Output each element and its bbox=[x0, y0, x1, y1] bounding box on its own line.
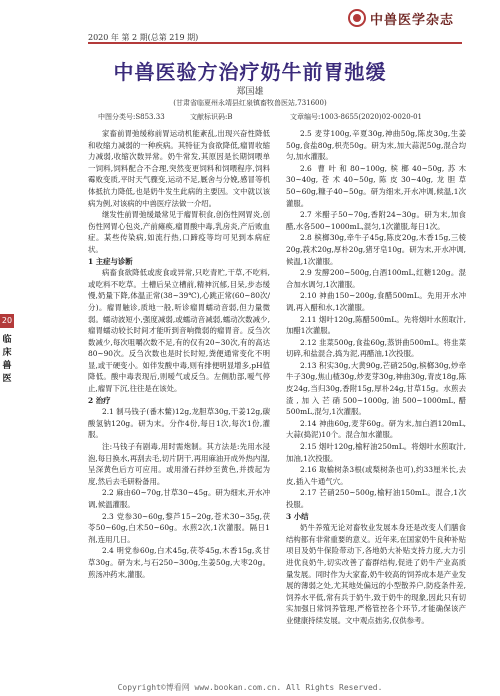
paragraph: 继发性前胃弛缓最常见于瘤胃积食,创伤性网胃炎,创伤性网胃心包炎,产前瘫痪,瘤胃酸中毒,乳房炎,产后败血症。某些传染病,如流行热,口蹄疫等均可见到本病症状。 bbox=[88, 210, 270, 254]
section-heading: 2 治疗 bbox=[88, 395, 111, 405]
page-header bbox=[0, 0, 500, 42]
paragraph: 2.2 麻由60~70g,甘草30~45g。研为细末,开水冲调,候温灌服。 bbox=[88, 488, 270, 509]
paragraph: 2.17 芒硝250~500g,榆籽油150mL。混合,1次投服。 bbox=[286, 488, 466, 509]
paragraph: 2.8 槟榔30g,牵牛子45g,陈皮20g,木香15g,三棱20g,莪术20g,厚朴20g,猪牙皂10g。研为末,开水冲调,候温,1次灌服。 bbox=[286, 233, 466, 266]
paragraph: 2.4 明党参60g,白术45g,茯苓45g,木香15g,炙甘草30g。研为末,与石250~300g,生姜50g,大枣20g。煎汤冲药末,灌服。 bbox=[88, 546, 270, 579]
header-rule bbox=[88, 42, 462, 44]
journal-name: 中兽医学杂志 bbox=[370, 12, 455, 28]
section-label: 临 床 兽 医 bbox=[2, 335, 12, 384]
paragraph: 家畜前胃弛缓称前胃运动机能紊乱,出现兴奋性降低和收缩力减弱的一种疾病。其特征为食欲降低,瘤胃收缩力减弱,收缩次数异常。奶牛常发,其原因是长期饲喂单一饲料,饲料配合不合理,突然变更饲料和饲喂程序,饲料霉败变质,平时天气骤变,运动不足,厩舍与分娩,感冒等机体抵抗力降低,也是奶牛发生此病的主要因。文中就以该病为例,对该病的中兽医疗法做一介绍。 bbox=[88, 129, 270, 208]
journal-emblem-icon bbox=[348, 9, 366, 27]
paragraph: 奶牛养殖无论对畜牧业发展本身还是改变人们膳食结构都有非常重要的意义。近年来,在国家奶牛良种补贴项目及奶牛保险带动下,各地奶大补贴支持力度,大力引进优良奶牛,切实改善了畜群结构,促进了奶牛产业高质量发展。同时作为大家畜,奶牛较高的饲养成本是产业发展的薄弱之处,尤其地处偏远的小型散养户,防疫条件差,饲养水平低,常有兵于奶牛,致于奶牛的现象,因此只有切实加强日常饲养管理,严格管控各个环节,才能确保该产业健康持续发展。文中观点拙劣,仅供参考。 bbox=[286, 523, 466, 625]
paragraph: 2.14 神曲60g,麦芽60g。研为末,加白酒120mL,大蒜(捣泥)10个。混合加水灌服。 bbox=[286, 418, 466, 440]
paragraph: 2.6 曹叶和80~100g,槟榔40~50g,苏木30~40g,苍术40~50g,陈皮30~40g,龙胆草50~60g,糠子40~50g。研为细末,开水冲调,候温,1次灌服。 bbox=[286, 163, 466, 208]
paragraph: 2.13 积实30g,大黄90g,芒硝250g,槟榔30g,炒牵牛子30g,焦山楂30g,炒麦芽30g,神曲30g,青皮18g,陈皮24g,当归30g,香附15g,厚朴24g,甘草15g。水煎去渣,加入芒硝500~1000g,油500~1000mL,醋500mL,混匀,1次灌服。 bbox=[286, 360, 466, 417]
paragraph: 2.1 制马钱子(番木鳖)12g,龙胆草30g,干姜12g,碳酸氢钠120g。研为末。分作4份,每日1次,每次1份,灌服。 bbox=[88, 407, 270, 440]
article-author: 郑国雄 bbox=[236, 87, 264, 97]
paragraph: 2.7 米醋子50~70g,香附24~30g。研为末,加食醋,水各500~1000mL,混匀,1次灌服,每日1次。 bbox=[286, 210, 466, 231]
right-column bbox=[286, 128, 466, 627]
page-number: 20 bbox=[0, 314, 14, 328]
clc-number: 中图分类号:S853.33 bbox=[98, 113, 165, 121]
paragraph: 2.10 神曲150~200g,食醋500mL。先用开水冲调,再入醋和水,1次灌服。 bbox=[286, 291, 466, 312]
paragraph: 2.11 烟叶120g,陈醋500mL。先将烟叶水煎取汁,加醋1次灌服。 bbox=[286, 314, 466, 336]
section-heading: 3 小结 bbox=[286, 511, 309, 521]
paragraph: 2.3 党参30~60g,黎芦15~20g,苍术30~35g,茯苓50~60g,白术50~60g。水煎2次,1次灌服。隔日1剂,连用几日。 bbox=[88, 511, 270, 544]
paragraph: 2.15 烟叶120g,榆籽油250mL。将烟叶水煎取汁,加油,1次投服。 bbox=[286, 442, 466, 463]
issue-info: 2020 年 第 2 期(总第 219 期) bbox=[88, 33, 199, 42]
paragraph: 病畜食欲降低或废食或异常,只吃青贮,干草,不吃料,或吃料不吃草。土槽后呆立槽前,精神沉郁,目呆,步态缓慢,奶量下降,体温正常(38~39℃),心跳正常(60~80次/分)。瘤胃触诊,质地一般,听诊瘤胃蠕动音弱,但力量微弱。蠕动波短小,强度减弱,或蠕动音减弱,蠕动次数减少,瘤胃蠕动较长时间才能听到音响微弱的瘤胃音。反刍次数减少,每次咀嚼次数不足,有的仅有20~30次,有的高达80~90次。反刍次数也是时长时短,粪便通常变化不明显,或干硬变小。如伴发酸中毒,则有排便明显增多,pH值降低。酸中毒表现后,则嗳气或反刍。左侧肋部,嗳气停止,瘤胃下沉,往往是在该处。 bbox=[88, 268, 270, 394]
article-title: 中兽医验方治疗奶牛前胃弛缓 bbox=[113, 60, 387, 84]
paragraph: 2.16 取榆树条3根(或梨树条也可),约33厘米长,去皮,插入牛通气穴。 bbox=[286, 465, 466, 486]
article-number: 文章编号:1003-8655(2020)02-0020-01 bbox=[290, 113, 422, 121]
journal-logo bbox=[348, 8, 468, 28]
document-code: 文献标识码:B bbox=[190, 113, 233, 121]
section-heading: 1 主症与诊断 bbox=[88, 256, 133, 266]
left-column bbox=[88, 128, 270, 580]
paragraph: 注:马钱子有剧毒,用时需炮制。其方法是:先用水浸泡,每日换水,再刮去毛,切片阴干,再用麻油开成外热内湿,呈深黄色后方可应用。或用滑石拌炒至黄色,并拨起为度,然后去毛研粉备用。 bbox=[88, 442, 270, 486]
author-affiliation: (甘肃省临夏州永靖县红泉镇畜牧兽医站,731600) bbox=[173, 99, 327, 107]
paragraph: 2.5 麦芽100g,辛夏30g,神曲50g,陈皮30g,生姜50g,食盐80g,枳壳50g。研为末,加大蒜泥50g,混合均匀,加水灌服。 bbox=[286, 129, 466, 162]
copyright-footer: Copyright©博看网 www.bookan.com.cn. All Rights Reserved. bbox=[117, 683, 383, 692]
paragraph: 2.12 韭菜500g,食盐60g,蒸饼曲500mL。将韭菜切碎,和盐混合,捣为泥,再醋油,1次投服。 bbox=[286, 337, 466, 359]
paragraph: 2.9 发酵200~500g,白酒100mL,红糖120g。混合加水调匀,1次灌服。 bbox=[286, 268, 466, 289]
